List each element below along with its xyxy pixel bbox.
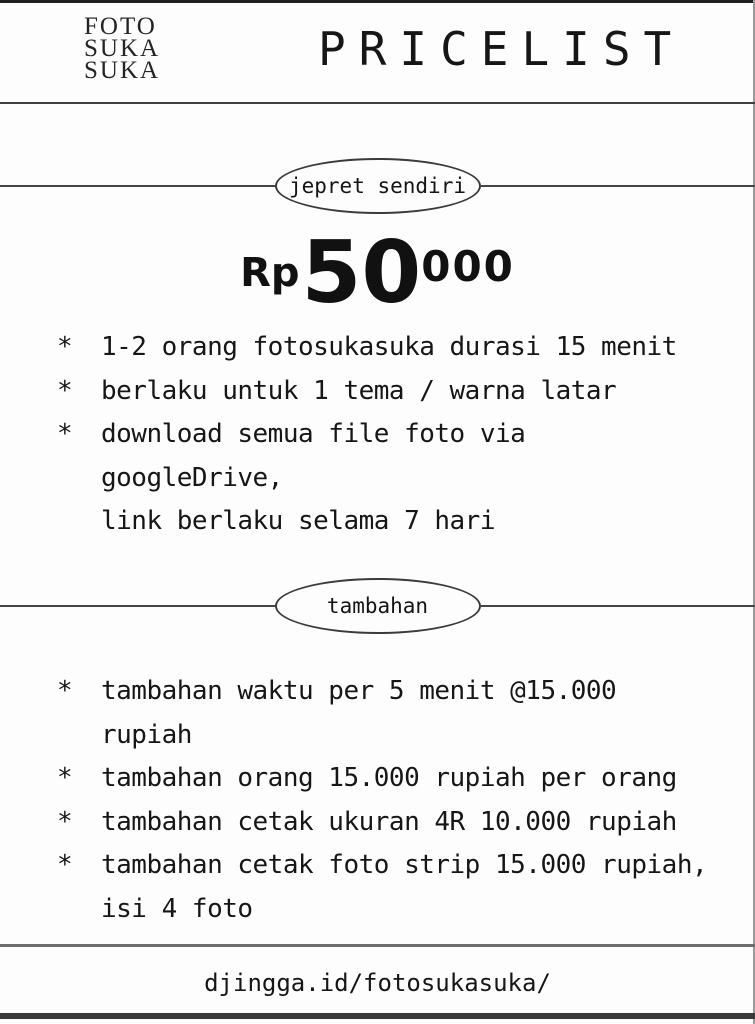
list-item-text: [101, 844, 722, 931]
bottom-frame-line: [0, 1013, 755, 1019]
list-item-line: tambahan cetak foto strip 15.000 rupiah,: [101, 850, 708, 880]
bullet-asterisk: *: [57, 332, 73, 362]
bullet-asterisk: *: [57, 676, 73, 706]
price-display: [0, 223, 755, 323]
list-item-text: berlaku untuk 1 tema / warna latar: [101, 375, 617, 406]
logo-line: SUKA: [84, 57, 161, 84]
list-item-text: tambahan orang 15.000 rupiah per orang: [101, 763, 677, 793]
logo-line: FOTO: [84, 13, 157, 40]
page-title: PRICELIST: [318, 22, 685, 76]
bullet-asterisk: *: [57, 375, 73, 406]
list-item: [57, 670, 722, 757]
list-item-line: link berlaku selama 7 hari: [101, 506, 495, 536]
studio-logo: [84, 13, 161, 84]
section-divider-jepret: [0, 157, 755, 215]
list-item-line: isi 4 foto: [101, 893, 253, 924]
list-item-text: tambahan waktu per 5 menit @15.000 rupiah: [101, 676, 617, 750]
jepret-feature-list: [57, 326, 722, 544]
divider-line: [481, 185, 755, 187]
section-badge-tambahan: [275, 578, 481, 634]
footer-divider-line: [0, 944, 755, 947]
bullet-asterisk: *: [57, 419, 73, 449]
tambahan-feature-list: [57, 670, 722, 931]
logo-line: SUKA: [84, 35, 161, 62]
section-divider-tambahan: [0, 577, 755, 635]
list-item: [57, 801, 722, 845]
website-url: djingga.id/fotosukasuka/: [204, 969, 551, 997]
bullet-asterisk: *: [57, 806, 73, 837]
top-frame-line: [0, 0, 755, 3]
price-thousands: 000: [421, 242, 515, 291]
list-item: [57, 326, 722, 370]
currency-label: Rp: [240, 250, 300, 296]
section-badge-label: tambahan: [326, 594, 429, 618]
list-item-text: 1-2 orang fotosukasuka durasi 15 menit: [101, 332, 677, 362]
list-item-text: tambahan cetak ukuran 4R 10.000 rupiah: [101, 806, 677, 837]
list-item: [57, 370, 722, 414]
list-item: [57, 844, 722, 931]
price-amount: 50: [301, 223, 422, 323]
bullet-asterisk: *: [57, 763, 73, 793]
list-item-line: download semua file foto via googleDrive,: [101, 419, 526, 493]
divider-line: [0, 185, 275, 187]
section-badge-label: jepret sendiri: [288, 174, 466, 198]
list-item: [57, 757, 722, 801]
divider-line: [481, 605, 755, 607]
section-badge-jepret: [275, 158, 481, 214]
list-item-text: [101, 413, 722, 544]
list-item: [57, 413, 722, 544]
header-divider-line: [0, 102, 755, 104]
divider-line: [0, 605, 275, 607]
bullet-asterisk: *: [57, 850, 73, 880]
